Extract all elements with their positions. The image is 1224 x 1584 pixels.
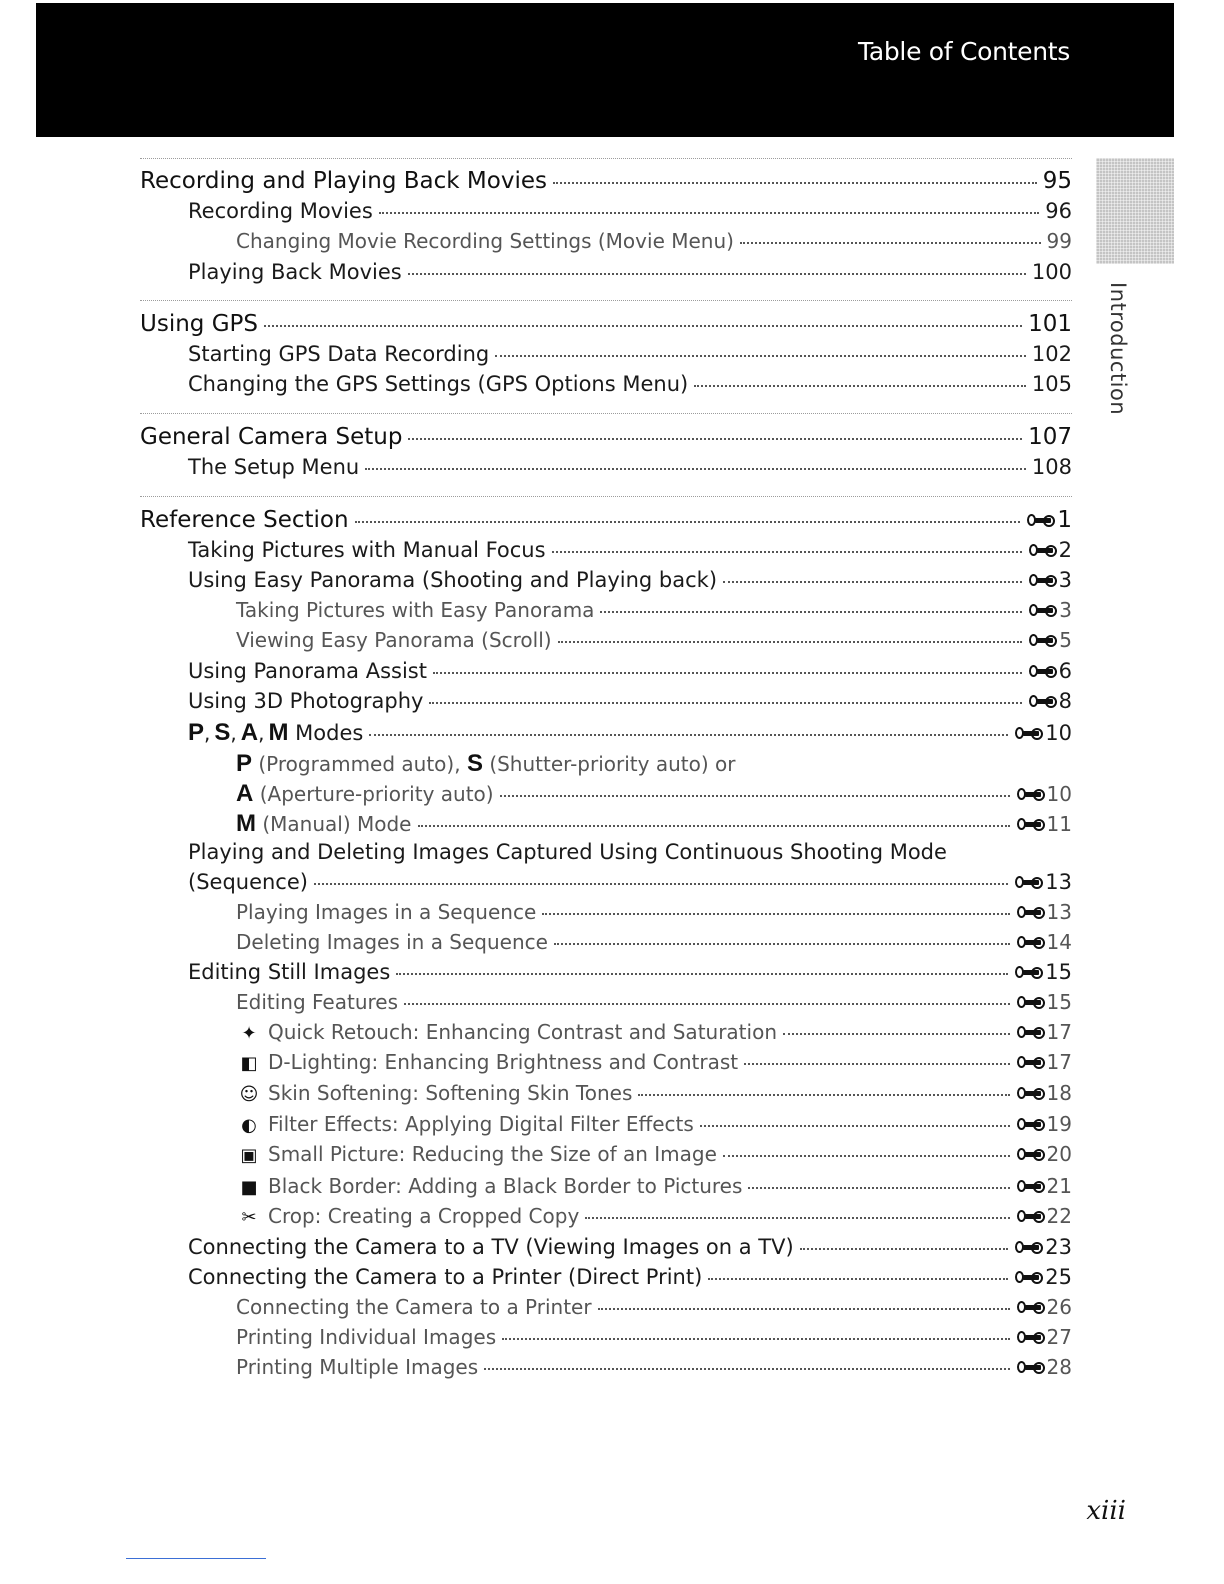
toc-page-ref	[1016, 1204, 1072, 1228]
reference-section-icon	[1016, 1359, 1046, 1375]
toc-entry[interactable]	[140, 1325, 1072, 1355]
toc-page-number: 100	[1031, 260, 1072, 284]
reference-section-icon	[1028, 542, 1058, 558]
section-tab-label[interactable]: Introduction	[1106, 282, 1130, 416]
mode-s-label: S	[214, 719, 231, 746]
toc-page-number: 15	[1045, 960, 1072, 984]
reference-section-icon	[1016, 1024, 1046, 1040]
toc-entry-title-group	[236, 1204, 579, 1228]
toc-entry[interactable]	[140, 1204, 1072, 1234]
toc-page-number: 1	[1057, 507, 1072, 533]
toc-page-number: 15	[1046, 990, 1072, 1014]
toc-entry[interactable]	[140, 507, 1072, 537]
dot-leader	[744, 1063, 1009, 1065]
dot-leader	[408, 438, 1022, 440]
toc-page-number: 20	[1046, 1142, 1072, 1166]
toc-entry-title-group	[236, 780, 494, 808]
toc-entry[interactable]	[140, 311, 1072, 341]
dot-leader	[600, 611, 1022, 613]
toc-entry-title: (Programmed auto),	[258, 752, 461, 776]
dot-leader	[638, 1094, 1009, 1096]
toc-page-ref	[1028, 568, 1072, 592]
header-title: Table of Contents	[858, 37, 1070, 66]
dot-leader	[500, 795, 1010, 797]
toc-entry[interactable]	[140, 960, 1072, 990]
toc-page-number: 21	[1046, 1174, 1072, 1198]
dot-leader	[365, 468, 1026, 470]
toc-entry[interactable]	[140, 260, 1072, 290]
dot-leader	[502, 1338, 1009, 1340]
toc-entry-title: Using 3D Photography	[188, 689, 424, 713]
reference-section-icon	[1016, 1054, 1046, 1070]
toc-entry-title-group	[236, 810, 412, 838]
dot-leader	[429, 702, 1021, 704]
toc-page-ref	[1016, 1355, 1072, 1379]
toc-entry[interactable]	[140, 598, 1072, 628]
toc-entry[interactable]	[140, 1235, 1072, 1265]
toc-entry[interactable]	[140, 1081, 1072, 1111]
dot-leader	[404, 1003, 1010, 1005]
skin-softening-icon: ☺	[239, 1084, 259, 1105]
dot-leader	[418, 825, 1010, 827]
dot-leader	[740, 242, 1041, 244]
toc-entry-title: Printing Individual Images	[236, 1325, 497, 1349]
reference-section-icon	[1028, 693, 1058, 709]
section-divider	[140, 300, 1072, 301]
toc-page-number: 105	[1031, 372, 1072, 396]
toc-entry-title: Black Border: Adding a Black Border to Pictures	[268, 1174, 743, 1198]
toc-entry[interactable]	[140, 900, 1072, 930]
dot-leader	[495, 355, 1026, 357]
toc-entry-title-group	[236, 1112, 694, 1136]
toc-page-ref	[1016, 1081, 1072, 1105]
toc-entry-line[interactable]	[140, 840, 1072, 870]
toc-entry[interactable]	[140, 568, 1072, 598]
dot-leader	[700, 1125, 1010, 1127]
toc-entry-title: (Manual) Mode	[262, 812, 412, 836]
reference-section-icon	[1026, 512, 1056, 528]
reference-section-icon	[1014, 1269, 1044, 1285]
toc-entry[interactable]	[140, 990, 1072, 1020]
filter-effects-icon: ◐	[241, 1115, 257, 1136]
reference-section-icon	[1016, 934, 1046, 950]
toc-entry-title: Crop: Creating a Cropped Copy	[268, 1204, 580, 1228]
toc-entry-title: (Sequence)	[188, 870, 308, 894]
dot-leader	[553, 182, 1037, 184]
toc-page-ref	[1014, 721, 1072, 745]
quick-retouch-icon: ✦	[241, 1023, 257, 1044]
reference-section-icon	[1016, 1208, 1046, 1224]
toc-page-number: 10	[1045, 721, 1072, 745]
dot-leader	[484, 1368, 1009, 1370]
toc-entry[interactable]	[140, 538, 1072, 568]
mode-p-label: P	[236, 750, 253, 777]
toc-entry-title: Recording Movies	[188, 199, 373, 223]
toc-entry-title-group	[236, 1050, 738, 1074]
black-border-icon: ■	[240, 1177, 258, 1198]
mode-a-label: A	[240, 719, 259, 746]
toc-page-ref	[1016, 1325, 1072, 1349]
reference-section-icon	[1028, 602, 1058, 618]
toc-page-ref	[1016, 1142, 1072, 1166]
toc-entry[interactable]	[140, 168, 1072, 198]
toc-page-number: 25	[1045, 1265, 1072, 1289]
link-underline	[126, 1558, 266, 1559]
toc-entry-title: Taking Pictures with Easy Panorama	[236, 598, 595, 622]
dot-leader	[694, 385, 1026, 387]
toc-page-ref	[1016, 900, 1072, 924]
dot-leader	[396, 973, 1008, 975]
toc-entry[interactable]	[140, 372, 1072, 402]
toc-entry[interactable]	[140, 455, 1072, 485]
dot-leader	[708, 1278, 1008, 1280]
toc-page-number: 95	[1042, 168, 1072, 194]
mode-m-label: M	[236, 810, 256, 837]
toc-page-ref	[1016, 1295, 1072, 1319]
toc-entry-title: Changing Movie Recording Settings (Movie Menu)	[236, 229, 734, 253]
toc-entry[interactable]	[140, 1355, 1072, 1385]
reference-section-icon	[1028, 572, 1058, 588]
dot-leader	[355, 521, 1021, 523]
reference-section-icon	[1016, 904, 1046, 920]
reference-section-icon	[1016, 1146, 1046, 1162]
toc-page-number: 19	[1046, 1112, 1072, 1136]
toc-entry-title: Changing the GPS Settings (GPS Options Menu)	[188, 372, 689, 396]
dot-leader	[554, 943, 1010, 945]
toc-entry-title: The Setup Menu	[188, 455, 360, 479]
reference-section-icon	[1028, 632, 1058, 648]
toc-entry-title: Skin Softening: Softening Skin Tones	[268, 1081, 633, 1105]
toc-page-number: 99	[1046, 229, 1072, 253]
toc-page-ref	[1016, 1050, 1072, 1074]
toc-entry-title-group	[188, 719, 363, 747]
dot-leader	[369, 734, 1008, 736]
toc-entry[interactable]	[140, 1020, 1072, 1050]
toc-page-number: 11	[1046, 812, 1072, 836]
toc-entry[interactable]	[140, 424, 1072, 454]
toc-page-number: 3	[1059, 598, 1072, 622]
toc-page-ref	[1014, 960, 1072, 984]
toc-page-ref	[1014, 1265, 1072, 1289]
reference-section-icon	[1016, 1299, 1046, 1315]
section-divider	[140, 413, 1072, 414]
mode-a-label: A	[236, 780, 254, 807]
toc-page-ref	[1028, 689, 1072, 713]
toc-entry-title: Small Picture: Reducing the Size of an Image	[268, 1142, 717, 1166]
toc-entry-title: (Aperture-priority auto)	[259, 782, 494, 806]
toc-page-number: 28	[1046, 1355, 1072, 1379]
mode-m-label: M	[268, 719, 289, 746]
dot-leader	[408, 273, 1026, 275]
toc-page-ref	[1028, 659, 1072, 683]
reference-section-icon	[1014, 964, 1044, 980]
toc-page-number: 108	[1031, 455, 1072, 479]
mode-p-label: P	[188, 719, 205, 746]
toc-entry-title-group	[236, 1020, 777, 1044]
toc-entry[interactable]	[140, 1112, 1072, 1142]
toc-page-number: 13	[1045, 870, 1072, 894]
toc-page-number: 13	[1046, 900, 1072, 924]
toc-page-ref	[1016, 1020, 1072, 1044]
toc-page-ref	[1016, 1174, 1072, 1198]
toc-entry-title: Printing Multiple Images	[236, 1355, 479, 1379]
toc-page-number: 18	[1046, 1081, 1072, 1105]
reference-section-icon	[1014, 1239, 1044, 1255]
reference-section-icon	[1016, 994, 1046, 1010]
toc-page-number: 8	[1058, 689, 1072, 713]
dot-leader	[552, 551, 1022, 553]
toc-entry-title: Using GPS	[140, 311, 258, 337]
toc-page-number: 96	[1045, 199, 1072, 223]
toc-entry[interactable]	[140, 870, 1072, 900]
toc-entry[interactable]	[140, 628, 1072, 658]
reference-section-icon	[1016, 1329, 1046, 1345]
toc-entry[interactable]	[140, 229, 1072, 259]
separator: ,	[230, 721, 237, 745]
crop-icon: ✂	[241, 1207, 257, 1228]
toc-page-number: 17	[1046, 1050, 1072, 1074]
separator: ,	[204, 721, 211, 745]
toc-entry[interactable]	[140, 930, 1072, 960]
dot-leader	[723, 1155, 1010, 1157]
toc-page-number: 101	[1028, 311, 1072, 337]
toc-entry-title: Connecting the Camera to a TV (Viewing Images on a TV)	[188, 1235, 794, 1259]
toc-entry-title-group	[236, 750, 735, 778]
toc-entry[interactable]	[140, 1142, 1072, 1172]
toc-entry[interactable]	[140, 780, 1072, 810]
toc-entry-title-group	[236, 1174, 742, 1198]
dot-leader	[800, 1248, 1009, 1250]
toc-page-number: 22	[1046, 1204, 1072, 1228]
toc-page-ref	[1016, 1112, 1072, 1136]
d-lighting-icon: ◧	[240, 1053, 258, 1074]
toc-entry-title: Taking Pictures with Manual Focus	[188, 538, 546, 562]
toc-page-number: 23	[1045, 1235, 1072, 1259]
toc-entry-title: Connecting the Camera to a Printer	[236, 1295, 592, 1319]
toc-entry-line	[140, 750, 1072, 780]
mode-s-label: S	[466, 750, 483, 777]
dot-leader	[264, 325, 1022, 327]
toc-entry-title: Modes	[295, 721, 364, 745]
toc-page-number: 5	[1059, 628, 1072, 652]
toc-page-ref	[1014, 870, 1072, 894]
toc-entry-title: (Shutter-priority auto) or	[489, 752, 736, 776]
toc-page-number: 14	[1046, 930, 1072, 954]
dot-leader	[558, 641, 1023, 643]
dot-leader	[542, 913, 1009, 915]
toc-entry[interactable]	[140, 199, 1072, 229]
toc-entry-title: Using Easy Panorama (Shooting and Playing back)	[188, 568, 718, 592]
toc-page-number: 107	[1028, 424, 1072, 450]
toc-entry-title: Connecting the Camera to a Printer (Direct Print)	[188, 1265, 703, 1289]
toc-entry-title: D-Lighting: Enhancing Brightness and Contrast	[268, 1050, 739, 1074]
dot-leader	[585, 1217, 1009, 1219]
reference-section-icon	[1014, 874, 1044, 890]
reference-section-icon	[1016, 1116, 1046, 1132]
toc-page-ref	[1016, 812, 1072, 836]
toc-entry[interactable]	[140, 689, 1072, 719]
toc-page-ref	[1016, 782, 1072, 806]
dot-leader	[723, 581, 1022, 583]
toc-page-number: 2	[1058, 538, 1072, 562]
toc-entry[interactable]	[140, 810, 1072, 840]
toc-entry[interactable]	[140, 1265, 1072, 1295]
dot-leader	[379, 212, 1039, 214]
reference-section-icon	[1028, 663, 1058, 679]
toc-entry-title: Recording and Playing Back Movies	[140, 168, 547, 194]
toc-entry-title: Viewing Easy Panorama (Scroll)	[236, 628, 552, 652]
reference-section-icon	[1016, 786, 1046, 802]
reference-section-icon	[1016, 816, 1046, 832]
toc-entry[interactable]	[140, 719, 1072, 749]
toc-entry-title: Starting GPS Data Recording	[188, 342, 490, 366]
section-divider	[140, 496, 1072, 497]
toc-page-ref	[1028, 598, 1072, 622]
toc-entry-title: Playing Back Movies	[188, 260, 402, 284]
toc-entry-title: Filter Effects: Applying Digital Filter Effects	[268, 1112, 694, 1136]
toc-entry-title: Reference Section	[140, 507, 349, 533]
toc-entry-title: Editing Still Images	[188, 960, 391, 984]
toc-page-ref	[1028, 538, 1072, 562]
toc-entry-title: Quick Retouch: Enhancing Contrast and Saturation	[268, 1020, 777, 1044]
small-picture-icon: ▣	[240, 1145, 258, 1166]
toc-page-number: 6	[1058, 659, 1072, 683]
dot-leader	[433, 672, 1022, 674]
toc-page-number: 10	[1046, 782, 1072, 806]
toc-entry[interactable]	[140, 659, 1072, 689]
toc-entry[interactable]	[140, 1295, 1072, 1325]
dot-leader	[748, 1187, 1009, 1189]
dot-leader	[314, 883, 1008, 885]
toc-entry-title: Deleting Images in a Sequence	[236, 930, 548, 954]
reference-section-icon	[1016, 1085, 1046, 1101]
toc-entry-title: General Camera Setup	[140, 424, 403, 450]
toc-entry[interactable]	[140, 342, 1072, 372]
reference-section-icon	[1014, 725, 1044, 741]
toc-entry-title-group	[236, 1081, 632, 1105]
dot-leader	[783, 1033, 1010, 1035]
page-number: xiii	[1086, 1496, 1126, 1526]
toc-entry-title: Editing Features	[236, 990, 399, 1014]
toc-entry-title-group	[236, 1142, 717, 1166]
toc-page-ref	[1016, 930, 1072, 954]
reference-section-icon	[1016, 1178, 1046, 1194]
toc-page-ref	[1028, 628, 1072, 652]
toc-page-number: 26	[1046, 1295, 1072, 1319]
toc-page-ref	[1026, 507, 1072, 533]
toc-page-number: 27	[1046, 1325, 1072, 1349]
toc-page-ref	[1014, 1235, 1072, 1259]
toc-page-number: 17	[1046, 1020, 1072, 1044]
toc-entry-title: Playing Images in a Sequence	[236, 900, 537, 924]
toc-entry[interactable]	[140, 1174, 1072, 1204]
separator: ,	[258, 721, 265, 745]
dot-leader	[598, 1308, 1010, 1310]
toc-page-number: 3	[1058, 568, 1072, 592]
toc-page-ref	[1016, 990, 1072, 1014]
toc-entry[interactable]	[140, 1050, 1072, 1080]
toc-page-number: 102	[1031, 342, 1072, 366]
toc-entry-title: Playing and Deleting Images Captured Using Continuous Shooting Mode	[188, 840, 947, 864]
toc-entry-title: Using Panorama Assist	[188, 659, 427, 683]
section-divider	[140, 158, 1072, 159]
